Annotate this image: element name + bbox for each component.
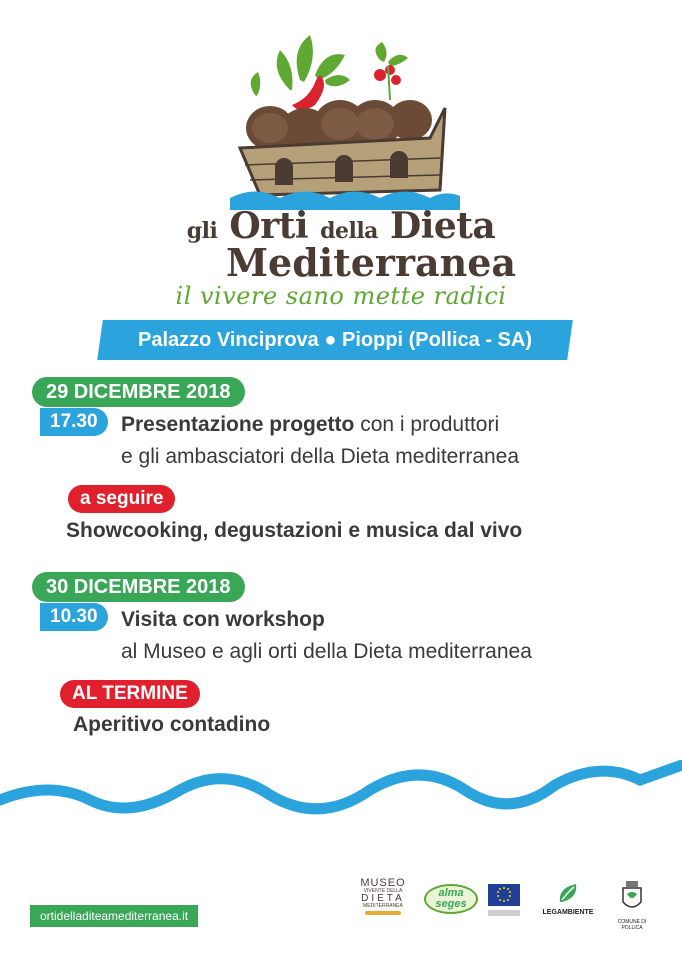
event1-title [121, 413, 499, 437]
comune-pollica-logo [610, 880, 654, 931]
legambiente-leaf-icon [556, 882, 580, 904]
event1-time-badge: 17.30 [40, 408, 108, 436]
brand-word-dieta: Dieta [389, 205, 496, 247]
website-link[interactable]: ortidelladiteamediterranea.it [30, 905, 198, 927]
event2-title: Visita con workshop [121, 608, 325, 631]
event1-title-rest: con i produttori [354, 413, 500, 436]
tagline: il vivere sano mette radici [175, 282, 507, 310]
seges-logo-text: seges [435, 898, 467, 910]
event1-followup-badge: a seguire [68, 485, 175, 513]
venue-text: Palazzo Vinciprova ● Pioppi (Pollica - SA) [137, 329, 532, 351]
eu-caption-bar [488, 910, 520, 916]
comune-text: COMUNE DI POLLICA [617, 919, 647, 931]
event2-time-badge: 10.30 [40, 603, 108, 631]
event1-date-badge: 29 DICEMBRE 2018 [32, 377, 245, 407]
event1-description: e gli ambasciatori della Dieta mediterranea [121, 445, 520, 468]
legambiente-logo [540, 882, 596, 916]
event1-title-bold: Presentazione progetto [121, 413, 355, 436]
eu-flag-icon [488, 884, 520, 906]
brand-word-della: della [320, 218, 378, 244]
alma-logo-text: alma [438, 887, 464, 899]
brand-word-orti: Orti [229, 205, 309, 247]
event2-description: al Museo e agli orti della Dieta mediterranea [121, 640, 532, 663]
event1-followup-text: Showcooking, degustazioni e musica dal vivo [66, 519, 523, 542]
coat-of-arms-icon [621, 880, 643, 914]
event2-date-badge: 30 DICEMBRE 2018 [32, 572, 245, 602]
brand-title-line2: Mediterranea [225, 240, 517, 285]
wave-decoration [0, 760, 682, 830]
museo-logo-line4: MEDITERRANEA [363, 903, 403, 909]
legambiente-text: LEGAMBIENTE [542, 909, 594, 916]
museo-logo-line1: MUSEO [360, 877, 406, 889]
museo-logo [358, 878, 408, 915]
event2-followup-text: Aperitivo contadino [73, 713, 271, 736]
brand-word-gli: gli [186, 218, 218, 244]
alma-seges-logo [424, 884, 478, 914]
event2-followup-badge: AL TERMINE [60, 680, 200, 708]
museo-logo-line3: DIETA [361, 893, 405, 904]
logo-illustration [230, 20, 460, 210]
museo-logo-line2: VIVENTE DELLA [363, 888, 403, 894]
